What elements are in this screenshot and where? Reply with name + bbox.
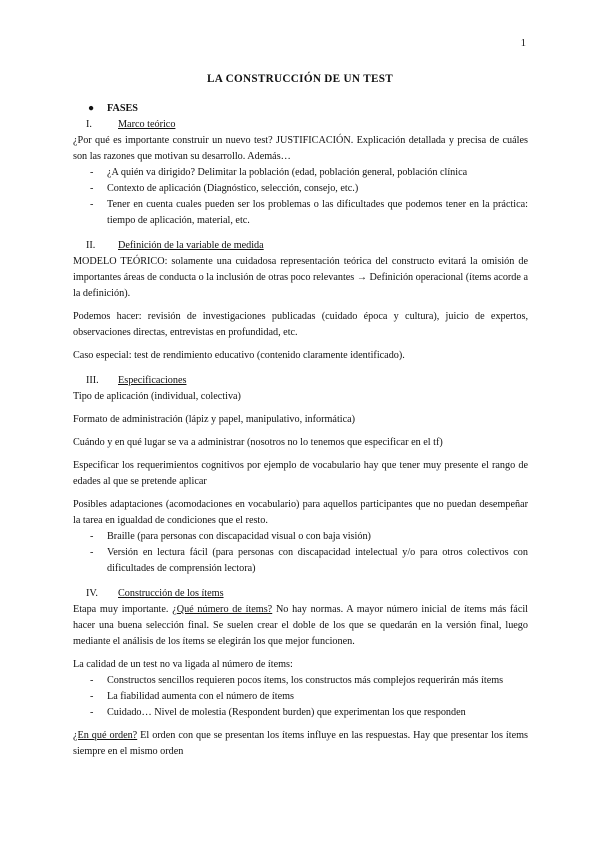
paragraph: Podemos hacer: revisión de investigaciones publicadas (cuidado época y cultura), juicio de expertos, observaciones directas, entrevistas en profundidad, etc. (73, 311, 528, 338)
dash-icon: - (90, 167, 94, 178)
section-label: Marco teórico (118, 119, 176, 130)
section-heading (73, 373, 528, 389)
section-number: I. (86, 119, 92, 130)
section-number: II. (86, 240, 96, 251)
question-underlined: ¿Qué número de ítems? (172, 604, 273, 615)
list-item: - Constructos sencillos requieren pocos ítems, los constructos más complejos requerirán más ítems (73, 673, 528, 689)
dash-icon: - (90, 675, 94, 686)
page-number: 1 (520, 38, 526, 49)
paragraph: Etapa muy importante. ¿Qué número de ítems? No hay normas. A mayor número inicial de ítems más fácil hacer una buena selección final. Se suelen crear el doble de los que se quedarán en la versión final, luego mediante el análisis de los ítems se elegirán los que mejor funcionen. (73, 604, 529, 647)
document-body (73, 101, 528, 760)
paragraph: Tipo de aplicación (individual, colectiva) (73, 391, 241, 402)
dash-icon: - (90, 199, 94, 210)
paragraph: ¿Por qué es importante construir un nuevo test? JUSTIFICACIÓN. Explicación detallada y precisa de cuáles son las razones que motivan su desarrollo. Además… (73, 135, 528, 162)
dash-list (73, 165, 528, 229)
list-item: - Versión en lectura fácil (para personas con discapacidad intelectual y/o para otros colectivos con dificultades de comprensión lectora) (90, 547, 528, 574)
dash-icon: - (90, 707, 94, 718)
paragraph: Especificar los requerimientos cognitivos por ejemplo de vocabulario hay que tener muy presente el rango de edades al que se pretende aplicar (73, 460, 528, 487)
dash-list (73, 673, 528, 721)
dash-icon: - (90, 531, 94, 542)
list-item: - ¿A quién va dirigido? Delimitar la población (edad, población general, población clínica (73, 165, 528, 181)
list-item: - La fiabilidad aumenta con el número de ítems (73, 689, 528, 705)
section-heading (73, 238, 528, 254)
paragraph: Caso especial: test de rendimiento educativo (contenido claramente identificado). (73, 350, 405, 361)
paragraph: Posibles adaptaciones (acomodaciones en vocabulario) para aquellos participantes que no puedan desempeñar la tarea en igualdad de condiciones que el resto. (73, 499, 528, 526)
section-heading (73, 586, 528, 602)
section-especificaciones (73, 373, 528, 577)
list-item: - Cuidado… Nivel de molestia (Respondent burden) que experimentan los que responden (73, 705, 528, 721)
dash-icon: - (90, 183, 94, 194)
section-number: III. (86, 375, 99, 386)
fases-heading (88, 101, 528, 117)
list-item: - Braille (para personas con discapacidad visual o con baja visión) (73, 529, 528, 545)
paragraph: La calidad de un test no va ligada al número de ítems: (73, 659, 293, 670)
paragraph: ¿En qué orden? El orden con que se presentan los ítems influye en las respuestas. Hay que presentar los ítems siempre en el mismo orden (73, 730, 528, 757)
bullet-icon: ● (88, 103, 95, 114)
list-item: - Tener en cuenta cuales pueden ser los problemas o las dificultades que podemos tener en la práctica: tiempo de aplicación, material, etc. (90, 199, 528, 226)
dash-icon: - (90, 547, 94, 558)
section-construccion-items (73, 586, 528, 760)
dash-icon: - (90, 691, 94, 702)
dash-list (73, 529, 528, 577)
section-marco-teorico (73, 117, 528, 229)
section-number: IV. (86, 588, 98, 599)
paragraph: Cuándo y en qué lugar se va a administrar (nosotros no lo tenemos que especificar en el tf) (73, 437, 443, 448)
paragraph: Formato de administración (lápiz y papel, manipulativo, informática) (73, 414, 356, 425)
document-title: LA CONSTRUCCIÓN DE UN TEST (206, 73, 393, 85)
section-label: Construcción de los ítems (118, 588, 224, 599)
section-heading (73, 117, 528, 133)
section-label: Definición de la variable de medida (118, 240, 264, 251)
list-item: - Contexto de aplicación (Diagnóstico, selección, consejo, etc.) (73, 181, 528, 197)
question-underlined: ¿En qué orden? (73, 730, 138, 741)
fases-label: FASES (107, 103, 138, 114)
paragraph: MODELO TEÓRICO: solamente una cuidadosa representación teórica del constructo evitará la omisión de importantes áreas de conducta o la inclusión de otras poco relevantes → Definición operacional (ítems acorde a la definición). (73, 256, 528, 299)
section-definicion-variable (73, 238, 528, 364)
section-label: Especificaciones (118, 375, 187, 386)
